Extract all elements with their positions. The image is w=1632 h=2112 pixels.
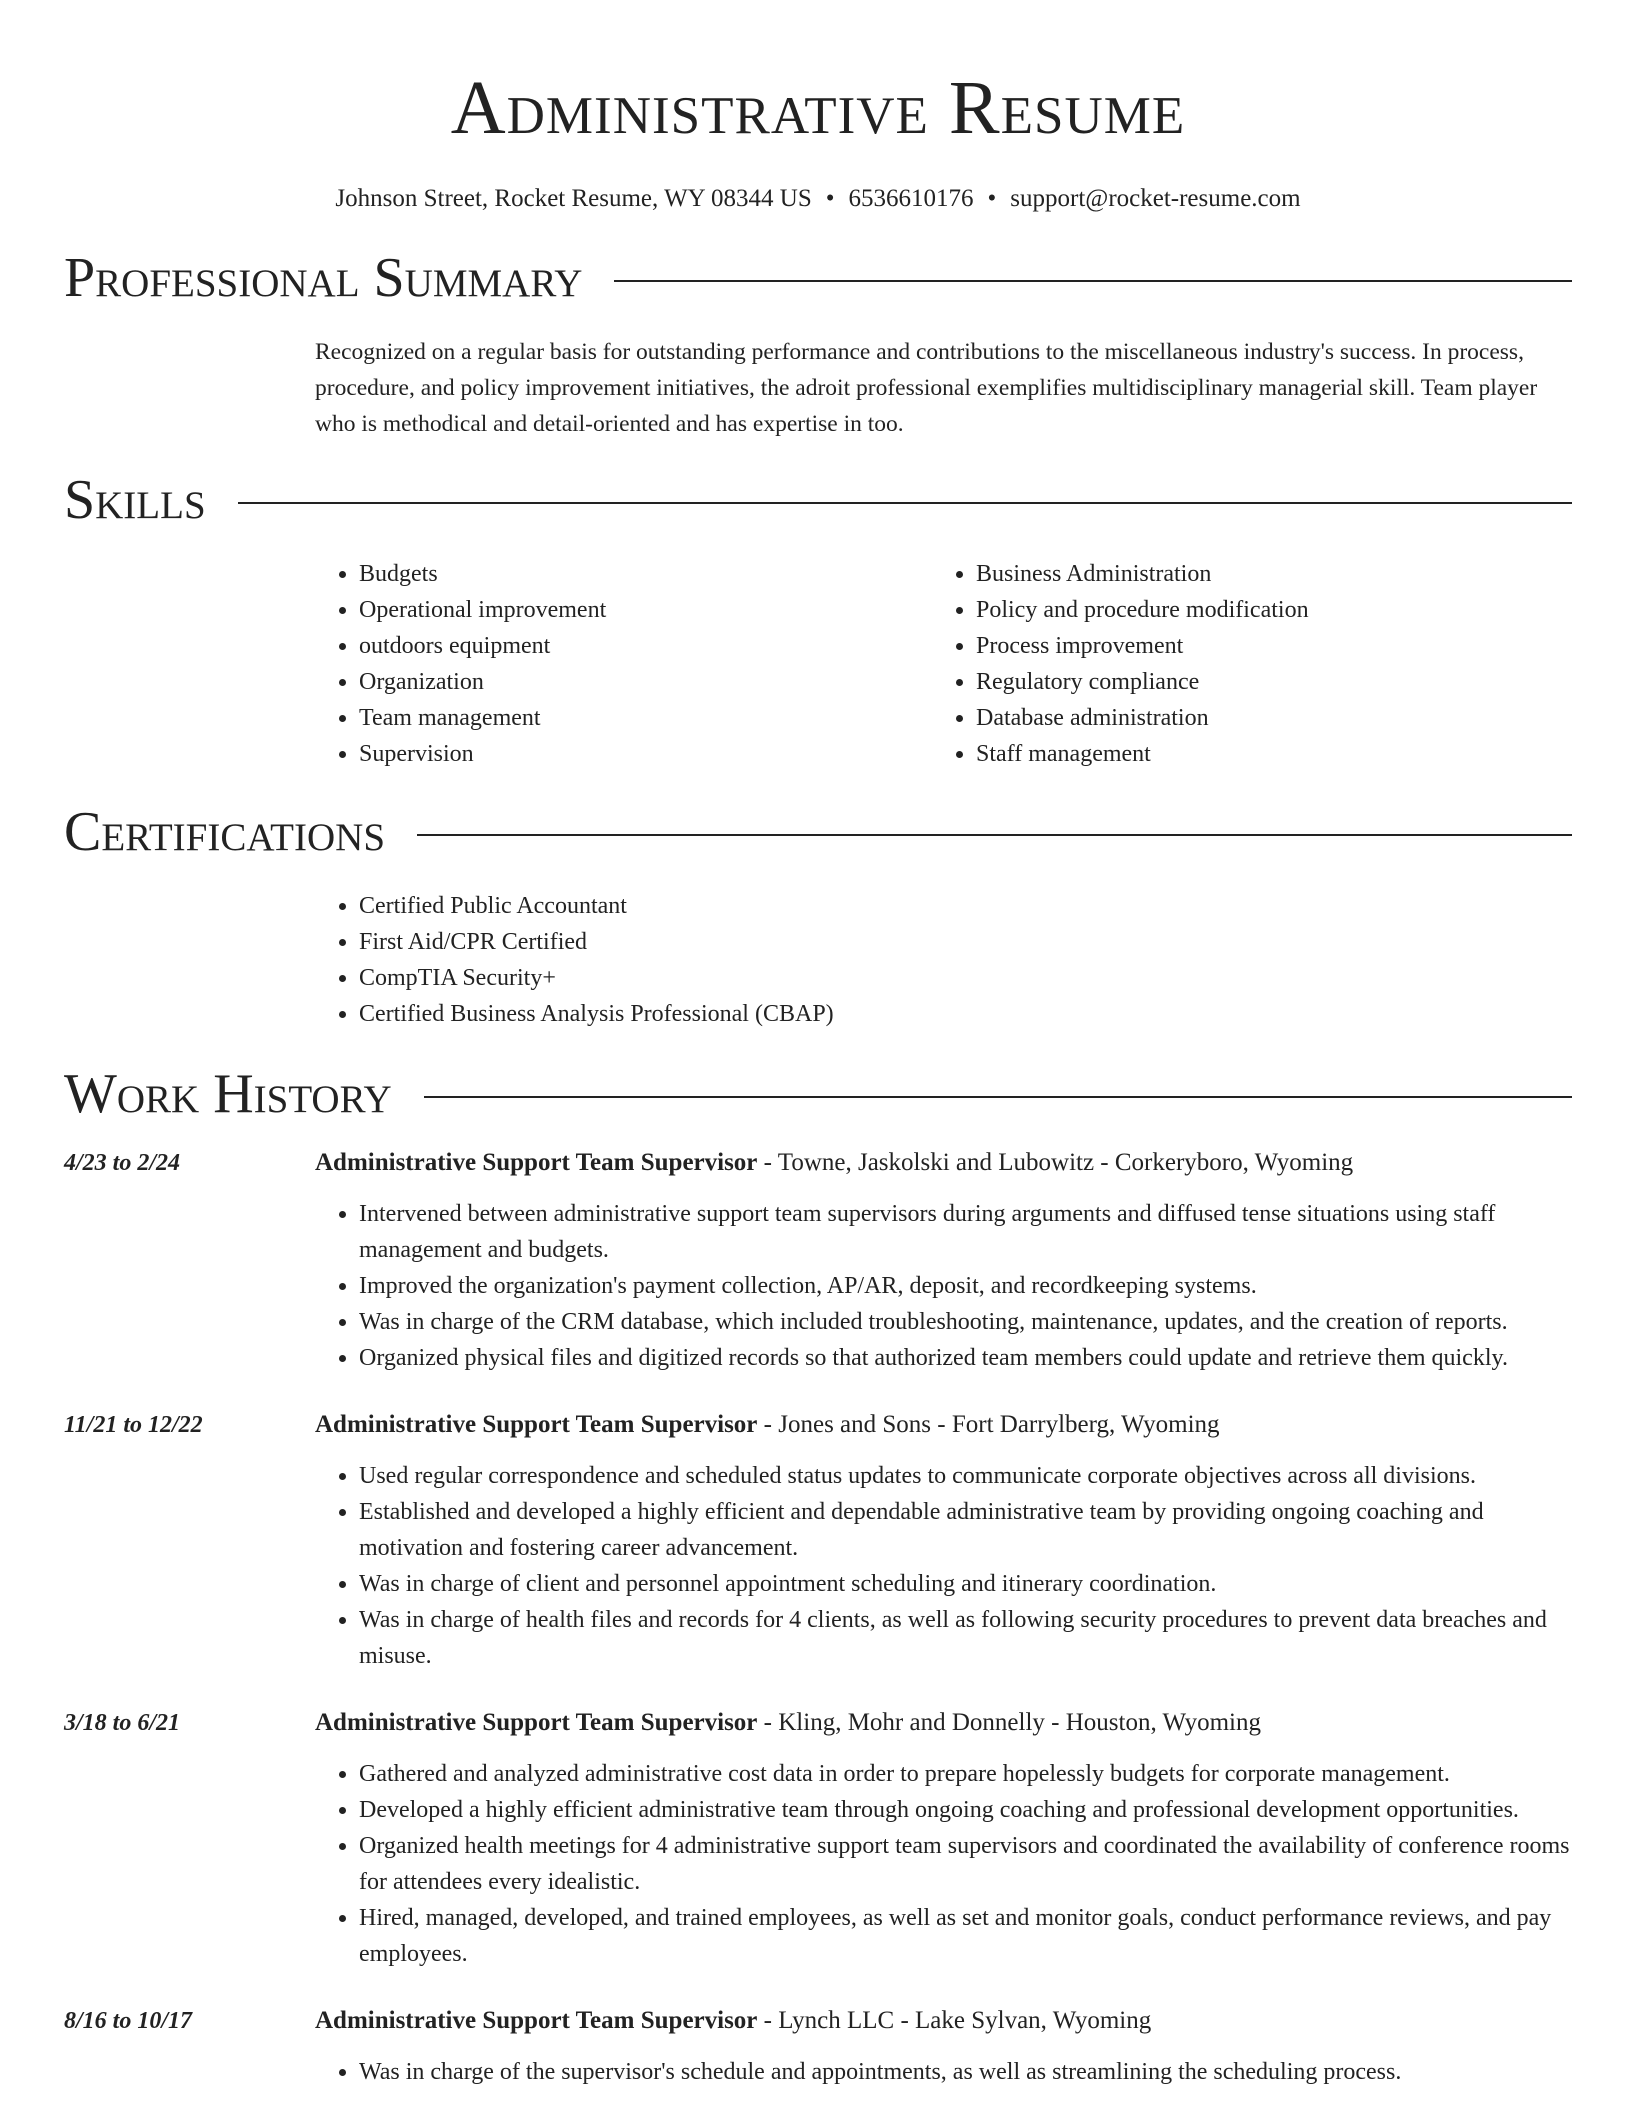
- job-entry: [64, 1146, 1572, 1376]
- job-heading: [315, 2004, 1151, 2038]
- job-heading: [315, 1706, 1261, 1740]
- job-heading: [315, 1146, 1353, 1180]
- job-bullet: • Was in charge of the CRM database, which included troubleshooting, maintenance, updates, and the creation of reports.: [359, 1304, 1572, 1340]
- job-title: Administrative Support Team Supervisor: [315, 1149, 758, 1176]
- skill-item: • outdoors equipment: [359, 628, 932, 664]
- job-bullets: [315, 1458, 1572, 1674]
- summary-section-header: [64, 248, 1572, 308]
- skills-section-header: [64, 470, 1572, 530]
- job-company: - Towne, Jaskolski and Lubowitz - Corkeryboro, Wyoming: [757, 1149, 1354, 1176]
- job-bullets: [315, 1196, 1572, 1376]
- contact-separator: •: [825, 185, 835, 212]
- job-bullet: • Was in charge of the supervisor's schedule and appointments, as well as streamlining the scheduling process.: [359, 2054, 1572, 2090]
- skills-list: [315, 556, 1572, 772]
- certifications-list: [315, 888, 1572, 1032]
- skill-item: • Policy and procedure modification: [976, 592, 1549, 628]
- certification-item: • CompTIA Security+: [359, 960, 1572, 996]
- job-title: Administrative Support Team Supervisor: [315, 2007, 758, 2034]
- skill-item: • Process improvement: [976, 628, 1549, 664]
- job-header: [64, 1408, 1572, 1442]
- job-bullet: • Organized physical files and digitized records so that authorized team members could update and retrieve them quickly.: [359, 1340, 1572, 1376]
- job-entry: [64, 1706, 1572, 1972]
- job-entry: [64, 2004, 1572, 2090]
- job-bullet: • Organized health meetings for 4 administrative support team supervisors and coordinated the availability of conference rooms for attendees every idealistic.: [359, 1828, 1572, 1900]
- job-bullet: • Developed a highly efficient administrative team through ongoing coaching and professional development opportunities.: [359, 1792, 1572, 1828]
- job-bullet: • Used regular correspondence and scheduled status updates to communicate corporate objectives across all divisions.: [359, 1458, 1572, 1494]
- certifications-section-title: Certifications: [64, 801, 386, 863]
- job-company: - Kling, Mohr and Donnelly - Houston, Wyoming: [757, 1709, 1261, 1736]
- resume-page: [64, 0, 1572, 2090]
- skill-item: • Business Administration: [976, 556, 1549, 592]
- job-company: - Lynch LLC - Lake Sylvan, Wyoming: [757, 2007, 1152, 2034]
- skills-column-left: [315, 556, 932, 772]
- job-bullet: • Was in charge of client and personnel appointment scheduling and itinerary coordination.: [359, 1566, 1572, 1602]
- skill-item: • Staff management: [976, 736, 1549, 772]
- section-divider: [238, 502, 1572, 504]
- skills-column-right: [932, 556, 1549, 772]
- job-bullets: [315, 1756, 1572, 1972]
- job-bullet: • Gathered and analyzed administrative cost data in order to prepare hopelessly budgets for corporate management.: [359, 1756, 1572, 1792]
- summary-text: Recognized on a regular basis for outstanding performance and contributions to the miscellaneous industry's success. In process, procedure, and policy improvement initiatives, the adroit professional exemplifies multidisciplinary managerial skill. Team player who is methodical and detail-oriented and has expertise in too.: [315, 339, 1538, 437]
- skill-item: • Budgets: [359, 556, 932, 592]
- contact-email[interactable]: support@rocket-resume.com: [1010, 185, 1301, 212]
- contact-phone: 6536610176: [848, 185, 974, 212]
- section-divider: [417, 834, 1572, 836]
- work-section-title: Work History: [64, 1063, 392, 1125]
- skill-item: • Supervision: [359, 736, 932, 772]
- skills-section-title: Skills: [64, 469, 206, 531]
- job-entry: [64, 1408, 1572, 1674]
- job-company: - Jones and Sons - Fort Darrylberg, Wyoming: [757, 1411, 1220, 1438]
- job-title: Administrative Support Team Supervisor: [315, 1411, 758, 1438]
- contact-line: [64, 184, 1572, 214]
- skill-item: • Team management: [359, 700, 932, 736]
- resume-name: Administrative Resume: [450, 66, 1186, 150]
- contact-separator: •: [987, 185, 997, 212]
- certifications-section-header: [64, 802, 1572, 862]
- skill-item: • Regulatory compliance: [976, 664, 1549, 700]
- job-bullet: • Improved the organization's payment collection, AP/AR, deposit, and recordkeeping systems.: [359, 1268, 1572, 1304]
- certification-item: • Certified Public Accountant: [359, 888, 1572, 924]
- job-bullet: • Intervened between administrative support team supervisors during arguments and diffused tense situations using staff management and budgets.: [359, 1196, 1572, 1268]
- certification-item: • Certified Business Analysis Professional (CBAP): [359, 996, 1572, 1032]
- job-bullets: [315, 2054, 1572, 2090]
- job-header: [64, 2004, 1572, 2038]
- job-bullet: • Hired, managed, developed, and trained employees, as well as set and monitor goals, conduct performance reviews, and pay employees.: [359, 1900, 1572, 1972]
- section-divider: [614, 280, 1572, 282]
- job-header: [64, 1706, 1572, 1740]
- job-heading: [315, 1408, 1220, 1442]
- summary-section-title: Professional Summary: [64, 247, 583, 309]
- skill-item: • Database administration: [976, 700, 1549, 736]
- job-dates: 8/16 to 10/17: [64, 2008, 193, 2034]
- job-dates: 11/21 to 12/22: [64, 1412, 203, 1438]
- section-divider: [424, 1096, 1572, 1098]
- job-bullet: • Established and developed a highly efficient and dependable administrative team by providing ongoing coaching and motivation and fostering career advancement.: [359, 1494, 1572, 1566]
- job-dates: 4/23 to 2/24: [64, 1150, 181, 1176]
- work-section-header: [64, 1064, 1572, 1124]
- job-bullet: • Was in charge of health files and records for 4 clients, as well as following security procedures to prevent data breaches and misuse.: [359, 1602, 1572, 1674]
- job-header: [64, 1146, 1572, 1180]
- job-title: Administrative Support Team Supervisor: [315, 1709, 758, 1736]
- certification-item: • First Aid/CPR Certified: [359, 924, 1572, 960]
- skill-item: • Operational improvement: [359, 592, 932, 628]
- job-dates: 3/18 to 6/21: [64, 1710, 181, 1736]
- skill-item: • Organization: [359, 664, 932, 700]
- contact-address: Johnson Street, Rocket Resume, WY 08344 US: [335, 185, 812, 212]
